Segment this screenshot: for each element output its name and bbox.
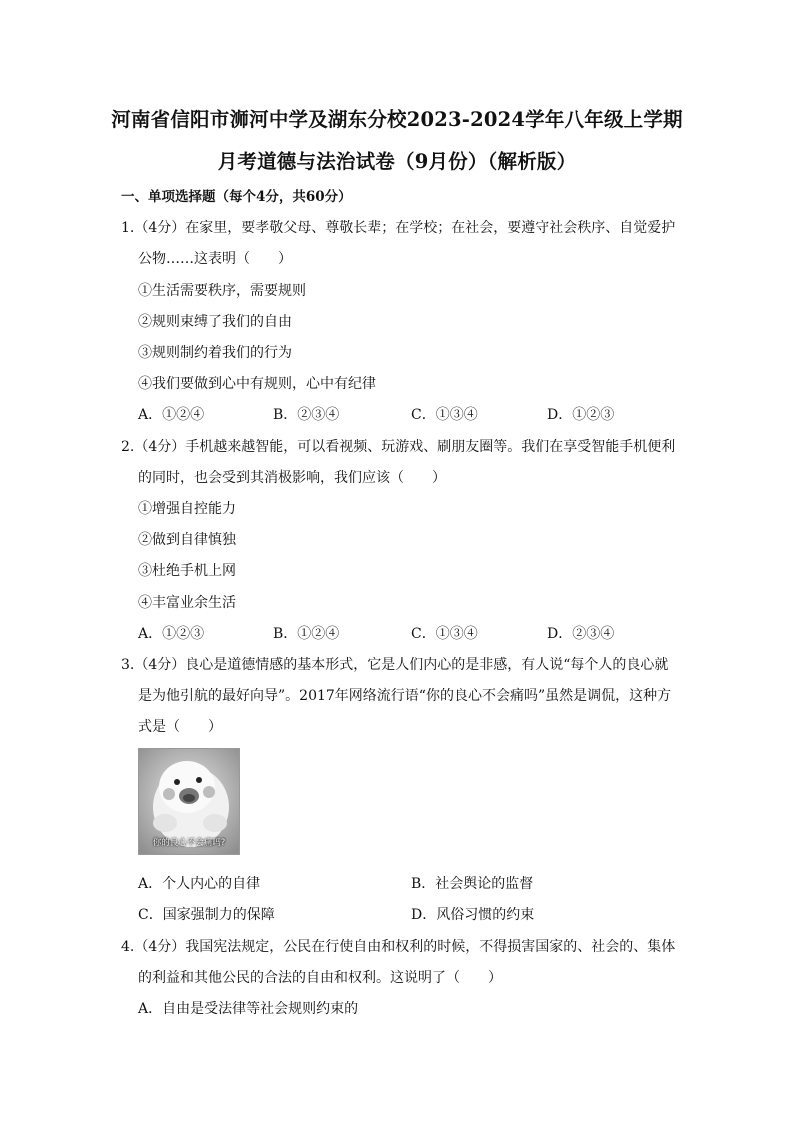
statement-item: ④丰富业余生活 (138, 595, 236, 611)
option-d: D．①②③ (547, 407, 615, 423)
option-a: A．个人内心的自律 (138, 876, 261, 892)
option-c: C．①③④ (411, 626, 478, 642)
question-stem-line: 公物……这表明（ ） (138, 251, 292, 267)
option-d: D．②③④ (547, 626, 615, 642)
option-b: B．社会舆论的监督 (411, 876, 534, 892)
statement-item: ③杜绝手机上网 (138, 563, 236, 579)
question-stem-line: 2.（4分）手机越来越智能，可以看视频、玩游戏、刷朋友圈等。我们在享受智能手机便利 (121, 439, 676, 455)
document-title-line2: 月考道德与法治试卷（9月份）（解析版） (217, 150, 577, 173)
option-a: A．①②③ (138, 626, 205, 642)
option-a: A．①②④ (138, 407, 205, 423)
option-c: C．①③④ (411, 407, 478, 423)
option-b: B．①②④ (273, 626, 340, 642)
statement-item: ①生活需要秩序，需要规则 (138, 283, 306, 299)
option-a: A．自由是受法律等社会规则约束的 (138, 1001, 359, 1017)
statement-item: ③规则制约着我们的行为 (138, 345, 292, 361)
option-b: B．②③④ (273, 407, 340, 423)
section-heading: 一、单项选择题（每个4分，共60分） (121, 189, 352, 205)
question-stem-line: 3.（4分）良心是道德情感的基本形式，它是人们内心的是非感，有人说“每个人的良心就 (121, 657, 669, 673)
question-stem-line: 的同时，也会受到其消极影响，我们应该（ ） (138, 470, 446, 486)
question-stem-line: 的利益和其他公民的合法的自由和权利。这说明了（ ） (138, 970, 502, 986)
statement-item: ④我们要做到心中有规则，心中有纪律 (138, 376, 376, 392)
question-stem-line: 式是（ ） (138, 719, 222, 735)
document-title-line1: 河南省信阳市浉河中学及湖东分校2023-2024学年八年级上学期 (111, 108, 683, 131)
question-stem-line: 4.（4分）我国宪法规定，公民在行使自由和权利的时候，不得损害国家的、社会的、集体 (121, 939, 676, 955)
question-stem-line: 是为他引航的最好向导”。2017年网络流行语“你的良心不会痛吗”虽然是调侃，这种方 (138, 688, 672, 704)
image-caption: 你的良心不会痛吗? (152, 838, 226, 848)
option-c: C．国家强制力的保障 (138, 907, 275, 923)
statement-item: ①增强自控能力 (138, 501, 236, 517)
option-d: D．风俗习惯的约束 (411, 907, 535, 923)
statement-item: ②规则束缚了我们的自由 (138, 314, 292, 330)
statement-item: ②做到自律慎独 (138, 532, 236, 548)
question-stem-line: 1.（4分）在家里，要孝敬父母、尊敬长辈；在学校；在社会，要遵守社会秩序、自觉爱护 (121, 220, 676, 236)
meme-image (138, 748, 240, 855)
